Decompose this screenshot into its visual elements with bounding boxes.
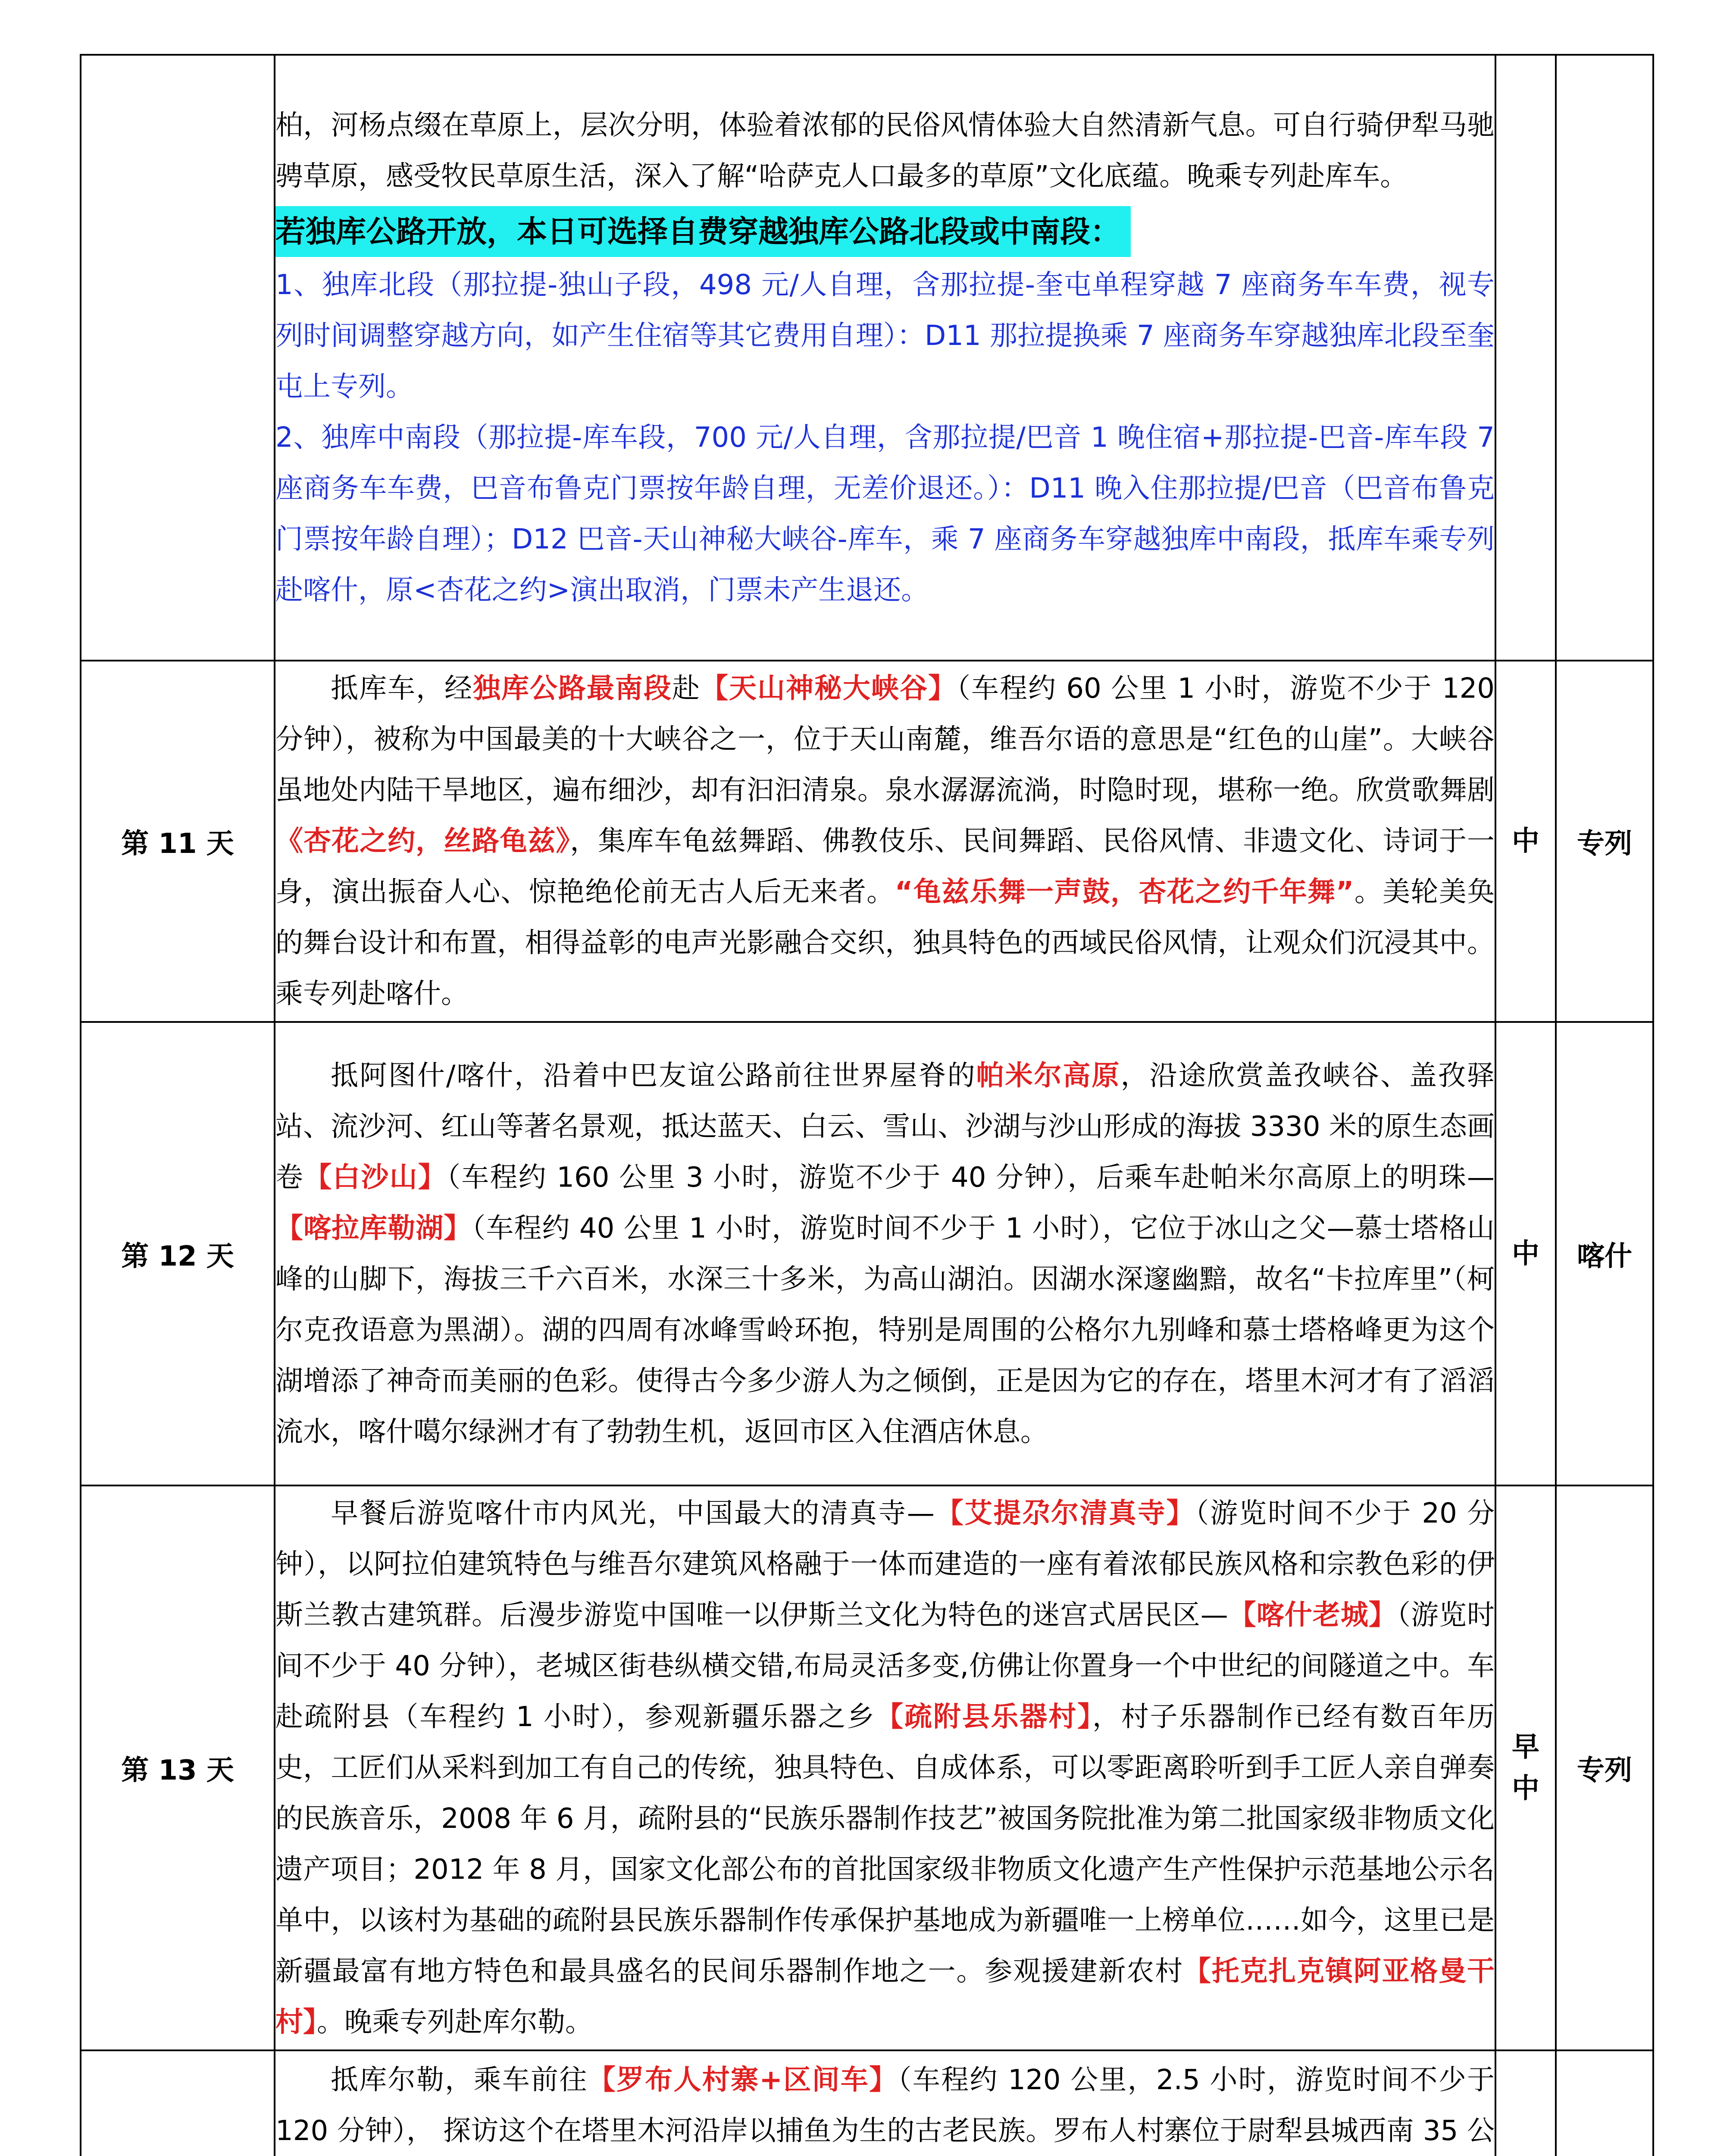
description-cell [275, 1022, 1495, 1485]
itinerary-row-continued [81, 55, 1653, 661]
day-label: 第 12 天 [81, 1022, 275, 1485]
day-cell [81, 55, 275, 661]
meal-cell [1495, 1485, 1556, 2050]
attraction-name: 【疏附县乐器村】 [876, 1701, 1092, 1733]
accommodation-cell [1556, 55, 1653, 661]
accommodation-cell: 专列 [1556, 661, 1653, 1022]
accommodation-cell: 喀什 [1556, 1022, 1653, 1485]
description-text: 抵库尔勒，乘车前往【罗布人村寨+区间车】（车程约 120 公里，2.5 小时，游览时间不少于 120 分钟）， 探访这个在塔里木河沿岸以捕鱼为生的古老民族。罗布人村寨位于尉犁县城西南 35 公 [275, 2064, 1495, 2147]
itinerary-row-day14 [81, 2050, 1653, 2156]
attraction-name: 【天山神秘大峡谷】 [701, 673, 957, 705]
day-label: 第 13 天 [81, 1485, 275, 2050]
meal-cell [1495, 2050, 1556, 2156]
description-text: 抵阿图什/喀什，沿着中巴友谊公路前往世界屋脊的帕米尔高原，沿途欣赏盖孜峡谷、盖孜驿站、流沙河、红山等著名景观，抵达蓝天、白云、雪山、沙湖与沙山形成的海拔 3330 米的原生态画卷【白沙山】（车程约 160 公里 3 小时，游览不少于 40 分钟），后乘车赴帕米尔高原上的明珠—【喀拉库勒湖】（车程约 40 公里 1 小时，游览时间不少于 1 小时），它位于冰山之父—慕士塔格山峰的山脚下，海拔三千六百米，水深三十多米，为高山湖泊。因湖水深邃幽黯，故名“卡拉库里”（柯尔克孜语意为黑湖）。湖的四周有冰峰雪岭环抱，特别是周围的公格尔九别峰和慕士塔格峰更为这个湖增添了神奇而美丽的色彩。使得古今多少游人为之倾倒，正是因为它的存在，塔里木河才有了滔滔流水，喀什噶尔绿洲才有了勃勃生机，返回市区入住酒店休息。 [275, 1059, 1495, 1448]
optional-route-north: 1、独库北段（那拉提-独山子段，498 元/人自理，含那拉提-奎屯单程穿越 7 座商务车车费，视专列时间调整穿越方向，如产生住宿等其它费用自理）：D11 那拉提换乘 7 座商务车穿越独库北段至奎屯上专列。 [275, 269, 1495, 403]
meal-cell [1495, 55, 1556, 661]
show-name: 《杏花之约，丝路龟兹》 [275, 825, 570, 857]
accommodation-cell [1556, 2050, 1653, 2156]
attraction-name: 【喀什老城】 [1228, 1599, 1397, 1631]
attraction-name: 【白沙山】 [304, 1161, 447, 1194]
itinerary-table [80, 54, 1654, 2156]
description-text: 早餐后游览喀什市内风光，中国最大的清真寺—【艾提尕尔清真寺】（游览时间不少于 20 分钟），以阿拉伯建筑特色与维吾尔建筑风格融于一体而建造的一座有着浓郁民族风格和宗教色彩的伊斯兰教古建筑群。后漫步游览中国唯一以伊斯兰文化为特色的迷宫式居民区—【喀什老城】（游览时间不少于 40 分钟），老城区街巷纵横交错,布局灵活多变,仿佛让你置身一个中世纪的间隧道之中。车赴疏附县（车程约 1 小时），参观新疆乐器之乡【疏附县乐器村】，村子乐器制作已经有数百年历史，工匠们从采料到加工有自己的传统，独具特色、自成体系，可以零距离聆听到手工匠人亲自弹奏的民族音乐，2008 年 6 月，疏附县的“民族乐器制作技艺”被国务院批准为第二批国家级非物质文化遗产项目；2012 年 8 月，国家文化部公布的首批国家级非物质文化遗产生产性保护示范基地公示名单中，以该村为基础的疏附县民族乐器制作传承保护基地成为新疆唯一上榜单位……如今，这里已是新疆最富有地方特色和最具盛名的民间乐器制作地之一。参观援建新农村【托克扎克镇阿亚格曼干村】。晚乘专列赴库尔勒。 [275, 1498, 1495, 2038]
itinerary-row-day11 [81, 661, 1653, 1022]
attraction-name: 【艾提尕尔清真寺】 [934, 1498, 1195, 1529]
meal-cell: 中 [1495, 661, 1556, 1022]
optional-route-south: 2、独库中南段（那拉提-库车段，700 元/人自理，含那拉提/巴音 1 晚住宿+那拉提-巴音-库车段 7 座商务车车费，巴音布鲁克门票按年龄自理，无差价退还。）：D11 晚入住那拉提/巴音（巴音布鲁克门票按年龄自理）；D12 巴音-天山神秘大峡谷-库车，乘 7 座商务车穿越独库中南段，抵库车乘专列赴喀什，原<杏花之约>演出取消，门票未产生退还。 [275, 421, 1495, 606]
day-label [81, 2050, 275, 2156]
description-cell [275, 661, 1495, 1022]
attraction-name: 【托克扎克镇阿亚格曼干村】 [275, 1955, 1495, 2038]
meal-cell: 中 [1495, 1022, 1556, 1485]
attraction-name: 帕米尔高原 [976, 1059, 1121, 1092]
highlight-text: 独库公路最南段 [473, 673, 672, 705]
meal-label: 早中 [1512, 1731, 1539, 1805]
optional-route-highlight: 若独库公路开放，本日可选择自费穿越独库公路北段或中南段： [275, 206, 1131, 257]
description-text: 柏，河杨点缀在草原上，层次分明，体验着浓郁的民俗风情体验大自然清新气息。可自行骑伊犁马驰骋草原，感受牧民草原生活，深入了解“哈萨克人口最多的草原”文化底蕴。晚乘专列赴库车。 [275, 109, 1495, 192]
attraction-name: 【罗布人村寨+区间车】 [588, 2064, 898, 2096]
description-cell [275, 1485, 1495, 2050]
day-label: 第 11 天 [81, 661, 275, 1022]
accommodation-cell: 专列 [1556, 1485, 1653, 2050]
description-cell [275, 2050, 1495, 2156]
attraction-name: 【喀拉库勒湖】 [275, 1212, 472, 1244]
description-cell [275, 55, 1495, 661]
itinerary-row-day13 [81, 1485, 1653, 2050]
description-text: 抵库车，经独库公路最南段赴【天山神秘大峡谷】（车程约 60 公里 1 小时，游览不少于 120 分钟），被称为中国最美的十大峡谷之一，位于天山南麓，维吾尔语的意思是“红色的山崖”。大峡谷虽地处内陆干旱地区，遍布细沙，却有汩汩清泉。泉水潺潺流淌，时隐时现，堪称一绝。欣赏歌舞剧《杏花之约，丝路龟兹》，集库车龟兹舞蹈、佛教伎乐、民间舞蹈、民俗风情、非遗文化、诗词于一身，演出振奋人心、惊艳绝伦前无古人后无来者。“龟兹乐舞一声鼓，杏花之约千年舞”。美轮美奂的舞台设计和布置，相得益彰的电声光影融合交织，独具特色的西域民俗风情，让观众们沉浸其中。乘专列赴喀什。 [275, 673, 1495, 1010]
itinerary-row-day12 [81, 1022, 1653, 1485]
show-slogan: “龟兹乐舞一声鼓，杏花之约千年舞” [895, 876, 1354, 908]
